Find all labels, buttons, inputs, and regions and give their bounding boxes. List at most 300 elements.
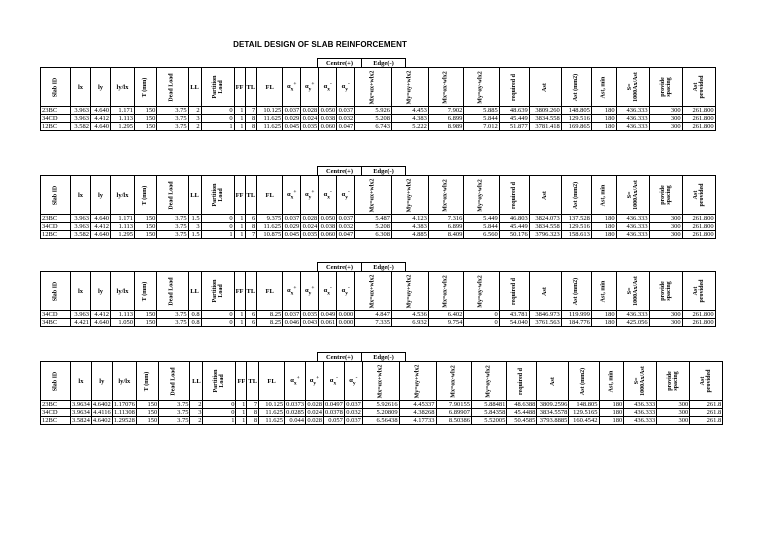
cell-ay-neg: 0.037 <box>338 107 354 114</box>
header-dead: Dead Load <box>157 68 188 107</box>
cell-spacing-prov: 300 <box>649 311 682 319</box>
cell-ast-mm2: 129.5165 <box>569 409 599 417</box>
header-t: T (mm) <box>135 68 157 107</box>
cell-ast: 3809.260 <box>529 107 561 115</box>
cell-lx: 3.963 <box>71 107 91 115</box>
cell-ast-min: 180 <box>591 223 616 231</box>
header-mx-e: Mx=αx-wlx2 <box>428 272 463 311</box>
cell-ast-mm2: 160.4542 <box>569 417 599 425</box>
header-tl: TL <box>245 272 257 311</box>
header-ll: LL <box>188 176 201 215</box>
cell-ff: 1 <box>234 231 245 239</box>
cell-ly: 4.640 <box>91 231 111 239</box>
cell-lylx: 1.113 <box>111 311 135 319</box>
centre-group-header: Centre(+) <box>317 262 362 272</box>
header-partition: Partition Load <box>201 68 234 107</box>
cell-ast-prov: 261.800 <box>682 319 715 327</box>
header-ast-min: Ast, min <box>591 68 616 107</box>
slab-reinforcement-table <box>40 67 716 131</box>
cell-ff: 1 <box>234 215 245 223</box>
cell-spacing-calc: 436.333 <box>624 401 657 409</box>
cell-partition: 1 <box>201 123 234 131</box>
cell-ast-min: 180 <box>591 231 616 239</box>
header-spacing-calc: S= 1000Ax/Ast <box>616 68 649 107</box>
cell-dead: 3.75 <box>157 223 188 231</box>
cell-slab-id: 23BC <box>41 401 71 409</box>
cell-spacing-prov: 300 <box>649 231 682 239</box>
header-spacing-prov: provide spacing <box>649 68 682 107</box>
cell-ax-pos: 0.029 <box>284 115 300 122</box>
cell-ax-neg: 0.060 <box>320 231 336 238</box>
cell-my-c: 4.383 <box>392 223 429 231</box>
header-spacing-prov: provide spacing <box>657 362 690 401</box>
cell-ay-neg: 0.000 <box>338 311 354 318</box>
cell-ff: 1 <box>234 115 245 123</box>
cell-partition: 0 <box>201 107 234 115</box>
cell-spacing-prov: 300 <box>657 409 690 417</box>
cell-my-e: 0 <box>464 311 499 319</box>
header-ast-prov: Ast provided <box>682 272 715 311</box>
centre-group-header: Centre(+) <box>317 58 362 68</box>
slab-reinforcement-table <box>40 361 723 425</box>
cell-ay-neg: 0.032 <box>338 223 354 230</box>
cell-ax-neg: 0.0497 <box>324 401 343 408</box>
cell-spacing-prov: 300 <box>649 115 682 123</box>
cell-spacing-calc: 436.333 <box>616 215 649 223</box>
cell-mx-c: 5.208 <box>355 223 392 231</box>
cell-slab-id: 12BC <box>41 231 71 239</box>
cell-my-e: 5.844 <box>464 223 499 231</box>
table-row <box>41 401 723 409</box>
cell-ax-pos: 0.046 <box>284 319 300 326</box>
header-slab-id: Slab ID <box>41 176 71 215</box>
cell-mx-e: 7.902 <box>428 107 463 115</box>
cell-spacing-prov: 300 <box>649 223 682 231</box>
cell-ay-neg: 0.047 <box>338 123 354 130</box>
cell-ast: 3846.973 <box>529 311 561 319</box>
cell-my-e: 5.84358 <box>471 409 506 417</box>
cell-fl: 11.625 <box>257 223 283 231</box>
cell-fl: 11.625 <box>259 409 285 417</box>
cell-spacing-prov: 300 <box>649 215 682 223</box>
cell-my-e: 0 <box>464 319 499 327</box>
cell-ax-pos: 0.044 <box>285 417 306 425</box>
table-row <box>41 123 716 131</box>
header-ast-min: Ast, min <box>591 272 616 311</box>
cell-tl: 7 <box>245 107 257 115</box>
cell-mx-e: 6.89907 <box>436 409 471 417</box>
cell-partition: 0 <box>201 311 234 319</box>
cell-ll: 0.8 <box>188 311 201 319</box>
cell-ast-min: 180 <box>591 215 616 223</box>
header-mx-c: Mx=αx+wlx2 <box>355 176 392 215</box>
table-row <box>41 311 716 319</box>
header-ax-neg: $\alpha_x^-$ <box>319 68 337 107</box>
header-row <box>41 176 716 215</box>
cell-ax-pos: 0.045 <box>284 231 300 238</box>
cell-ly: 4.412 <box>91 223 111 231</box>
cell-spacing-calc: 436.333 <box>616 223 649 231</box>
cell-ax-neg: 0.049 <box>320 311 336 318</box>
cell-ax-pos: 0.037 <box>284 215 300 222</box>
cell-slab-id: 34CD <box>41 311 71 319</box>
cell-partition: 0 <box>203 401 236 409</box>
cell-ax-neg: 0.060 <box>320 123 336 130</box>
cell-ly: 4.4116 <box>93 409 111 416</box>
cell-dead: 3.75 <box>157 123 188 131</box>
cell-ll: 3 <box>190 409 203 417</box>
cell-ay-pos: 0.035 <box>302 123 318 130</box>
header-partition: Partition Load <box>203 362 236 401</box>
header-my-e: My=αy-wlx2 <box>464 176 499 215</box>
cell-ay-neg: 0.000 <box>338 319 354 326</box>
cell-ll: 3 <box>188 223 201 231</box>
header-ll: LL <box>188 272 201 311</box>
cell-ast-min: 180 <box>599 417 624 425</box>
header-mx-e: Mx=αx-wlx2 <box>428 176 463 215</box>
header-req-d: required d <box>499 68 529 107</box>
cell-mx-c: 6.308 <box>355 231 392 239</box>
cell-ay-neg: 0.047 <box>338 231 354 238</box>
cell-ay-pos: 0.028 <box>302 215 318 222</box>
header-ay-pos: $\alpha_y^+$ <box>301 272 319 311</box>
cell-t: 150 <box>136 401 158 409</box>
cell-lylx: 1.29528 <box>113 417 135 424</box>
cell-t: 150 <box>136 417 158 425</box>
cell-spacing-calc: 436.333 <box>616 107 649 115</box>
cell-ll: 2 <box>190 401 203 409</box>
cell-dead: 3.75 <box>157 215 188 223</box>
cell-my-c: 4.885 <box>392 231 429 239</box>
slab-reinforcement-table <box>40 271 716 327</box>
cell-spacing-prov: 300 <box>657 401 690 409</box>
edge-group-header: Edge(-) <box>361 262 406 272</box>
cell-partition: 0 <box>201 223 234 231</box>
header-ast: Ast <box>529 272 561 311</box>
cell-ast-prov: 261.8 <box>690 417 723 425</box>
table-row <box>41 115 716 123</box>
cell-ff: 1 <box>234 311 245 319</box>
header-ax-pos: $\alpha_x^+$ <box>283 176 301 215</box>
cell-ay-pos: 0.028 <box>307 417 322 424</box>
cell-t: 150 <box>135 115 157 123</box>
cell-t: 150 <box>135 215 157 223</box>
cell-t: 150 <box>135 311 157 319</box>
cell-ast-mm2: 184.776 <box>561 319 591 327</box>
cell-ax-neg: 0.061 <box>320 319 336 326</box>
header-ast-min: Ast, min <box>591 176 616 215</box>
header-ax-neg: $\alpha_x^-$ <box>319 272 337 311</box>
header-mx-c: Mx=αx+wlx2 <box>355 68 392 107</box>
cell-ast-mm2: 119.999 <box>561 311 591 319</box>
cell-tl: 8 <box>245 123 257 131</box>
cell-partition: 1 <box>203 417 236 425</box>
cell-ll: 0.8 <box>188 319 201 327</box>
header-ly: ly <box>91 272 111 311</box>
page-title: DETAIL DESIGN OF SLAB REINFORCEMENT <box>233 40 407 49</box>
header-t: T (mm) <box>135 272 157 311</box>
cell-my-c: 6.932 <box>392 319 429 327</box>
header-ax-pos: $\alpha_x^+$ <box>285 362 306 401</box>
cell-ast: 3796.323 <box>529 231 561 239</box>
cell-partition: 0 <box>201 319 234 327</box>
cell-ax-neg: 0.038 <box>320 223 336 230</box>
header-tl: TL <box>245 68 257 107</box>
header-ast-mm2: Ast (mm2) <box>561 68 591 107</box>
header-req-d: required d <box>499 272 529 311</box>
cell-ff: 1 <box>236 417 247 425</box>
edge-group-header: Edge(-) <box>361 352 406 362</box>
cell-tl: 8 <box>247 417 259 425</box>
header-ast-prov: Ast provided <box>682 176 715 215</box>
cell-ff: 1 <box>236 401 247 409</box>
cell-ll: 1.5 <box>188 231 201 239</box>
header-tl: TL <box>247 362 259 401</box>
cell-ff: 1 <box>234 223 245 231</box>
table-row <box>41 215 716 223</box>
cell-lylx: 1.113 <box>111 223 135 231</box>
cell-partition: 0 <box>203 409 236 417</box>
cell-mx-c: 4.847 <box>355 311 392 319</box>
header-ast-mm2: Ast (mm2) <box>561 176 591 215</box>
header-mx-e: Mx=αx-wlx2 <box>428 68 463 107</box>
header-my-c: My=αy+wlx2 <box>392 272 429 311</box>
cell-lx: 4.421 <box>71 319 91 327</box>
cell-my-e: 5.88481 <box>471 401 506 409</box>
header-spacing-prov: provide spacing <box>649 272 682 311</box>
header-dead: Dead Load <box>157 272 188 311</box>
cell-tl: 7 <box>247 401 259 409</box>
header-ast: Ast <box>537 362 569 401</box>
cell-tl: 8 <box>247 409 259 417</box>
cell-dead: 3.75 <box>157 107 188 115</box>
cell-lx: 3.963 <box>71 223 91 231</box>
cell-dead: 3.75 <box>159 417 190 425</box>
cell-tl: 7 <box>245 231 257 239</box>
cell-lylx: 1.050 <box>111 319 135 327</box>
cell-my-e: 5.52005 <box>471 417 506 425</box>
header-mx-c: Mx=αx+wlx2 <box>355 272 392 311</box>
cell-req-d: 50.176 <box>499 231 529 239</box>
cell-mx-c: 6.743 <box>355 123 392 131</box>
table-row <box>41 409 723 417</box>
header-ll: LL <box>190 362 203 401</box>
cell-slab-id: 34BC <box>41 319 71 327</box>
cell-ast-mm2: 129.516 <box>561 115 591 123</box>
cell-fl: 9.375 <box>257 215 283 223</box>
cell-ly: 4.6402 <box>92 417 111 424</box>
cell-ly: 4.640 <box>91 319 111 327</box>
cell-mx-c: 5.20809 <box>362 409 399 417</box>
cell-spacing-calc: 436.333 <box>624 417 657 425</box>
cell-lx: 3.582 <box>71 231 91 239</box>
cell-ast-min: 180 <box>591 115 616 123</box>
cell-ay-neg: 0.032 <box>346 409 361 416</box>
cell-req-d: 48.639 <box>499 107 529 115</box>
cell-req-d: 45.449 <box>499 115 529 123</box>
cell-dead: 3.75 <box>157 231 188 239</box>
cell-ly: 4.640 <box>91 107 111 115</box>
cell-partition: 0 <box>201 215 234 223</box>
cell-lylx: 1.171 <box>111 215 135 223</box>
cell-req-d: 54.040 <box>499 319 529 327</box>
cell-ll: 2 <box>190 417 203 425</box>
cell-ay-pos: 0.043 <box>302 319 318 326</box>
cell-ast-prov: 261.800 <box>682 215 715 223</box>
cell-dead: 3.75 <box>159 409 190 417</box>
header-slab-id: Slab ID <box>41 362 71 401</box>
cell-spacing-calc: 436.333 <box>616 311 649 319</box>
cell-mx-e: 8.50386 <box>436 417 471 425</box>
cell-t: 150 <box>135 123 157 131</box>
header-my-e: My=αy-wlx2 <box>464 68 499 107</box>
cell-t: 150 <box>135 231 157 239</box>
cell-lylx: 1.171 <box>111 107 135 115</box>
cell-mx-c: 6.56438 <box>362 417 399 425</box>
cell-lylx: 1.295 <box>111 231 135 239</box>
cell-fl: 10.875 <box>257 231 283 239</box>
cell-ff: 1 <box>234 107 245 115</box>
cell-slab-id: 12BC <box>41 417 71 425</box>
cell-spacing-prov: 300 <box>649 319 682 327</box>
table-row <box>41 107 716 115</box>
cell-ll: 3 <box>188 115 201 123</box>
cell-ast: 3809.2596 <box>537 401 569 409</box>
cell-my-e: 7.012 <box>464 123 499 131</box>
cell-req-d: 51.877 <box>499 123 529 131</box>
cell-t: 150 <box>135 223 157 231</box>
cell-my-e: 5.885 <box>464 107 499 115</box>
cell-ay-pos: 0.024 <box>302 223 318 230</box>
cell-ast: 3793.8885 <box>537 417 569 425</box>
header-lx: lx <box>71 272 91 311</box>
header-partition: Partition Load <box>201 176 234 215</box>
cell-ast-min: 180 <box>591 311 616 319</box>
table-row <box>41 319 716 327</box>
cell-my-c: 4.17733 <box>399 417 436 425</box>
cell-ff: 1 <box>236 409 247 417</box>
cell-dead: 3.75 <box>159 401 190 409</box>
cell-lx: 3.963 <box>71 115 91 123</box>
cell-ast: 3761.563 <box>529 319 561 327</box>
header-spacing-prov: provide spacing <box>649 176 682 215</box>
cell-ay-neg: 0.037 <box>338 215 354 222</box>
cell-partition: 0 <box>201 115 234 123</box>
header-ff: FF <box>236 362 247 401</box>
header-dead: Dead Load <box>159 362 190 401</box>
cell-t: 150 <box>135 107 157 115</box>
cell-lx: 3.9634 <box>72 409 90 416</box>
header-lylx: ly/lx <box>111 176 135 215</box>
cell-partition: 1 <box>201 231 234 239</box>
cell-my-c: 4.536 <box>392 311 429 319</box>
header-row <box>41 272 716 311</box>
header-ll: LL <box>188 68 201 107</box>
cell-ay-pos: 0.024 <box>302 115 318 122</box>
slab-table-block <box>40 58 716 131</box>
cell-ast-min: 180 <box>591 123 616 131</box>
cell-mx-e: 6.402 <box>428 311 463 319</box>
cell-lylx: 1.17076 <box>113 401 135 408</box>
header-lx: lx <box>71 362 92 401</box>
cell-ast-min: 180 <box>599 409 624 417</box>
header-partition: Partition Load <box>201 272 234 311</box>
cell-my-c: 4.383 <box>392 115 429 123</box>
cell-lx: 3.963 <box>71 215 91 223</box>
header-spacing-calc: S= 1000Ax/Ast <box>624 362 657 401</box>
cell-slab-id: 34CD <box>41 115 71 123</box>
cell-ly: 4.640 <box>91 215 111 223</box>
cell-ast-mm2: 129.516 <box>561 223 591 231</box>
cell-mx-e: 8.989 <box>428 123 463 131</box>
cell-ay-pos: 0.035 <box>302 311 318 318</box>
cell-ax-neg: 0.057 <box>323 417 344 425</box>
header-ff: FF <box>234 272 245 311</box>
cell-lylx: 1.11308 <box>113 409 135 416</box>
cell-ay-neg: 0.037 <box>346 417 361 424</box>
cell-ast-mm2: 148.805 <box>569 401 599 409</box>
cell-req-d: 45.4488 <box>507 409 537 417</box>
cell-fl: 11.625 <box>257 115 283 123</box>
cell-req-d: 50.4585 <box>507 417 537 425</box>
header-ax-neg: $\alpha_x^-$ <box>319 176 337 215</box>
centre-group-header: Centre(+) <box>317 352 362 362</box>
header-lylx: ly/lx <box>112 362 136 401</box>
cell-slab-id: 34CD <box>41 409 71 417</box>
cell-tl: 6 <box>245 215 257 223</box>
cell-mx-c: 7.335 <box>355 319 392 327</box>
cell-req-d: 45.449 <box>499 223 529 231</box>
cell-ly: 4.640 <box>91 123 111 131</box>
cell-ax-pos: 0.037 <box>284 107 300 114</box>
header-lylx: ly/lx <box>111 68 135 107</box>
header-ly: ly <box>91 68 111 107</box>
cell-t: 150 <box>135 319 157 327</box>
header-ast-prov: Ast provided <box>690 362 723 401</box>
cell-slab-id: 23BC <box>41 107 71 115</box>
cell-spacing-calc: 436.333 <box>616 231 649 239</box>
cell-ax-neg: 0.050 <box>320 107 336 114</box>
cell-my-c: 5.222 <box>392 123 429 131</box>
cell-req-d: 48.6388 <box>507 401 537 409</box>
header-t: T (mm) <box>136 362 158 401</box>
edge-group-header: Edge(-) <box>361 58 406 68</box>
cell-fl: 8.25 <box>257 319 283 327</box>
cell-tl: 8 <box>245 115 257 123</box>
cell-tl: 6 <box>245 319 257 327</box>
cell-lx: 3.582 <box>71 123 91 131</box>
cell-my-c: 4.38268 <box>399 409 436 417</box>
cell-ax-pos: 0.0373 <box>286 401 304 408</box>
cell-mx-e: 7.316 <box>428 215 463 223</box>
header-mx-c: Mx=αx+wlx2 <box>362 362 399 401</box>
header-ay-pos: $\alpha_y^+$ <box>301 176 319 215</box>
cell-ast-prov: 261.8 <box>690 401 723 409</box>
cell-dead: 3.75 <box>157 115 188 123</box>
cell-t: 150 <box>136 409 158 417</box>
header-ast: Ast <box>529 176 561 215</box>
cell-mx-c: 5.926 <box>355 107 392 115</box>
header-my-e: My=αy-wlx2 <box>471 362 506 401</box>
cell-fl: 11.625 <box>259 417 285 425</box>
cell-slab-id: 23BC <box>41 215 71 223</box>
header-spacing-calc: S= 1000Ax/Ast <box>616 272 649 311</box>
cell-my-e: 5.449 <box>464 215 499 223</box>
header-ast-mm2: Ast (mm2) <box>569 362 599 401</box>
header-ast-min: Ast, min <box>599 362 624 401</box>
cell-ast-prov: 261.800 <box>682 107 715 115</box>
cell-dead: 3.75 <box>157 311 188 319</box>
